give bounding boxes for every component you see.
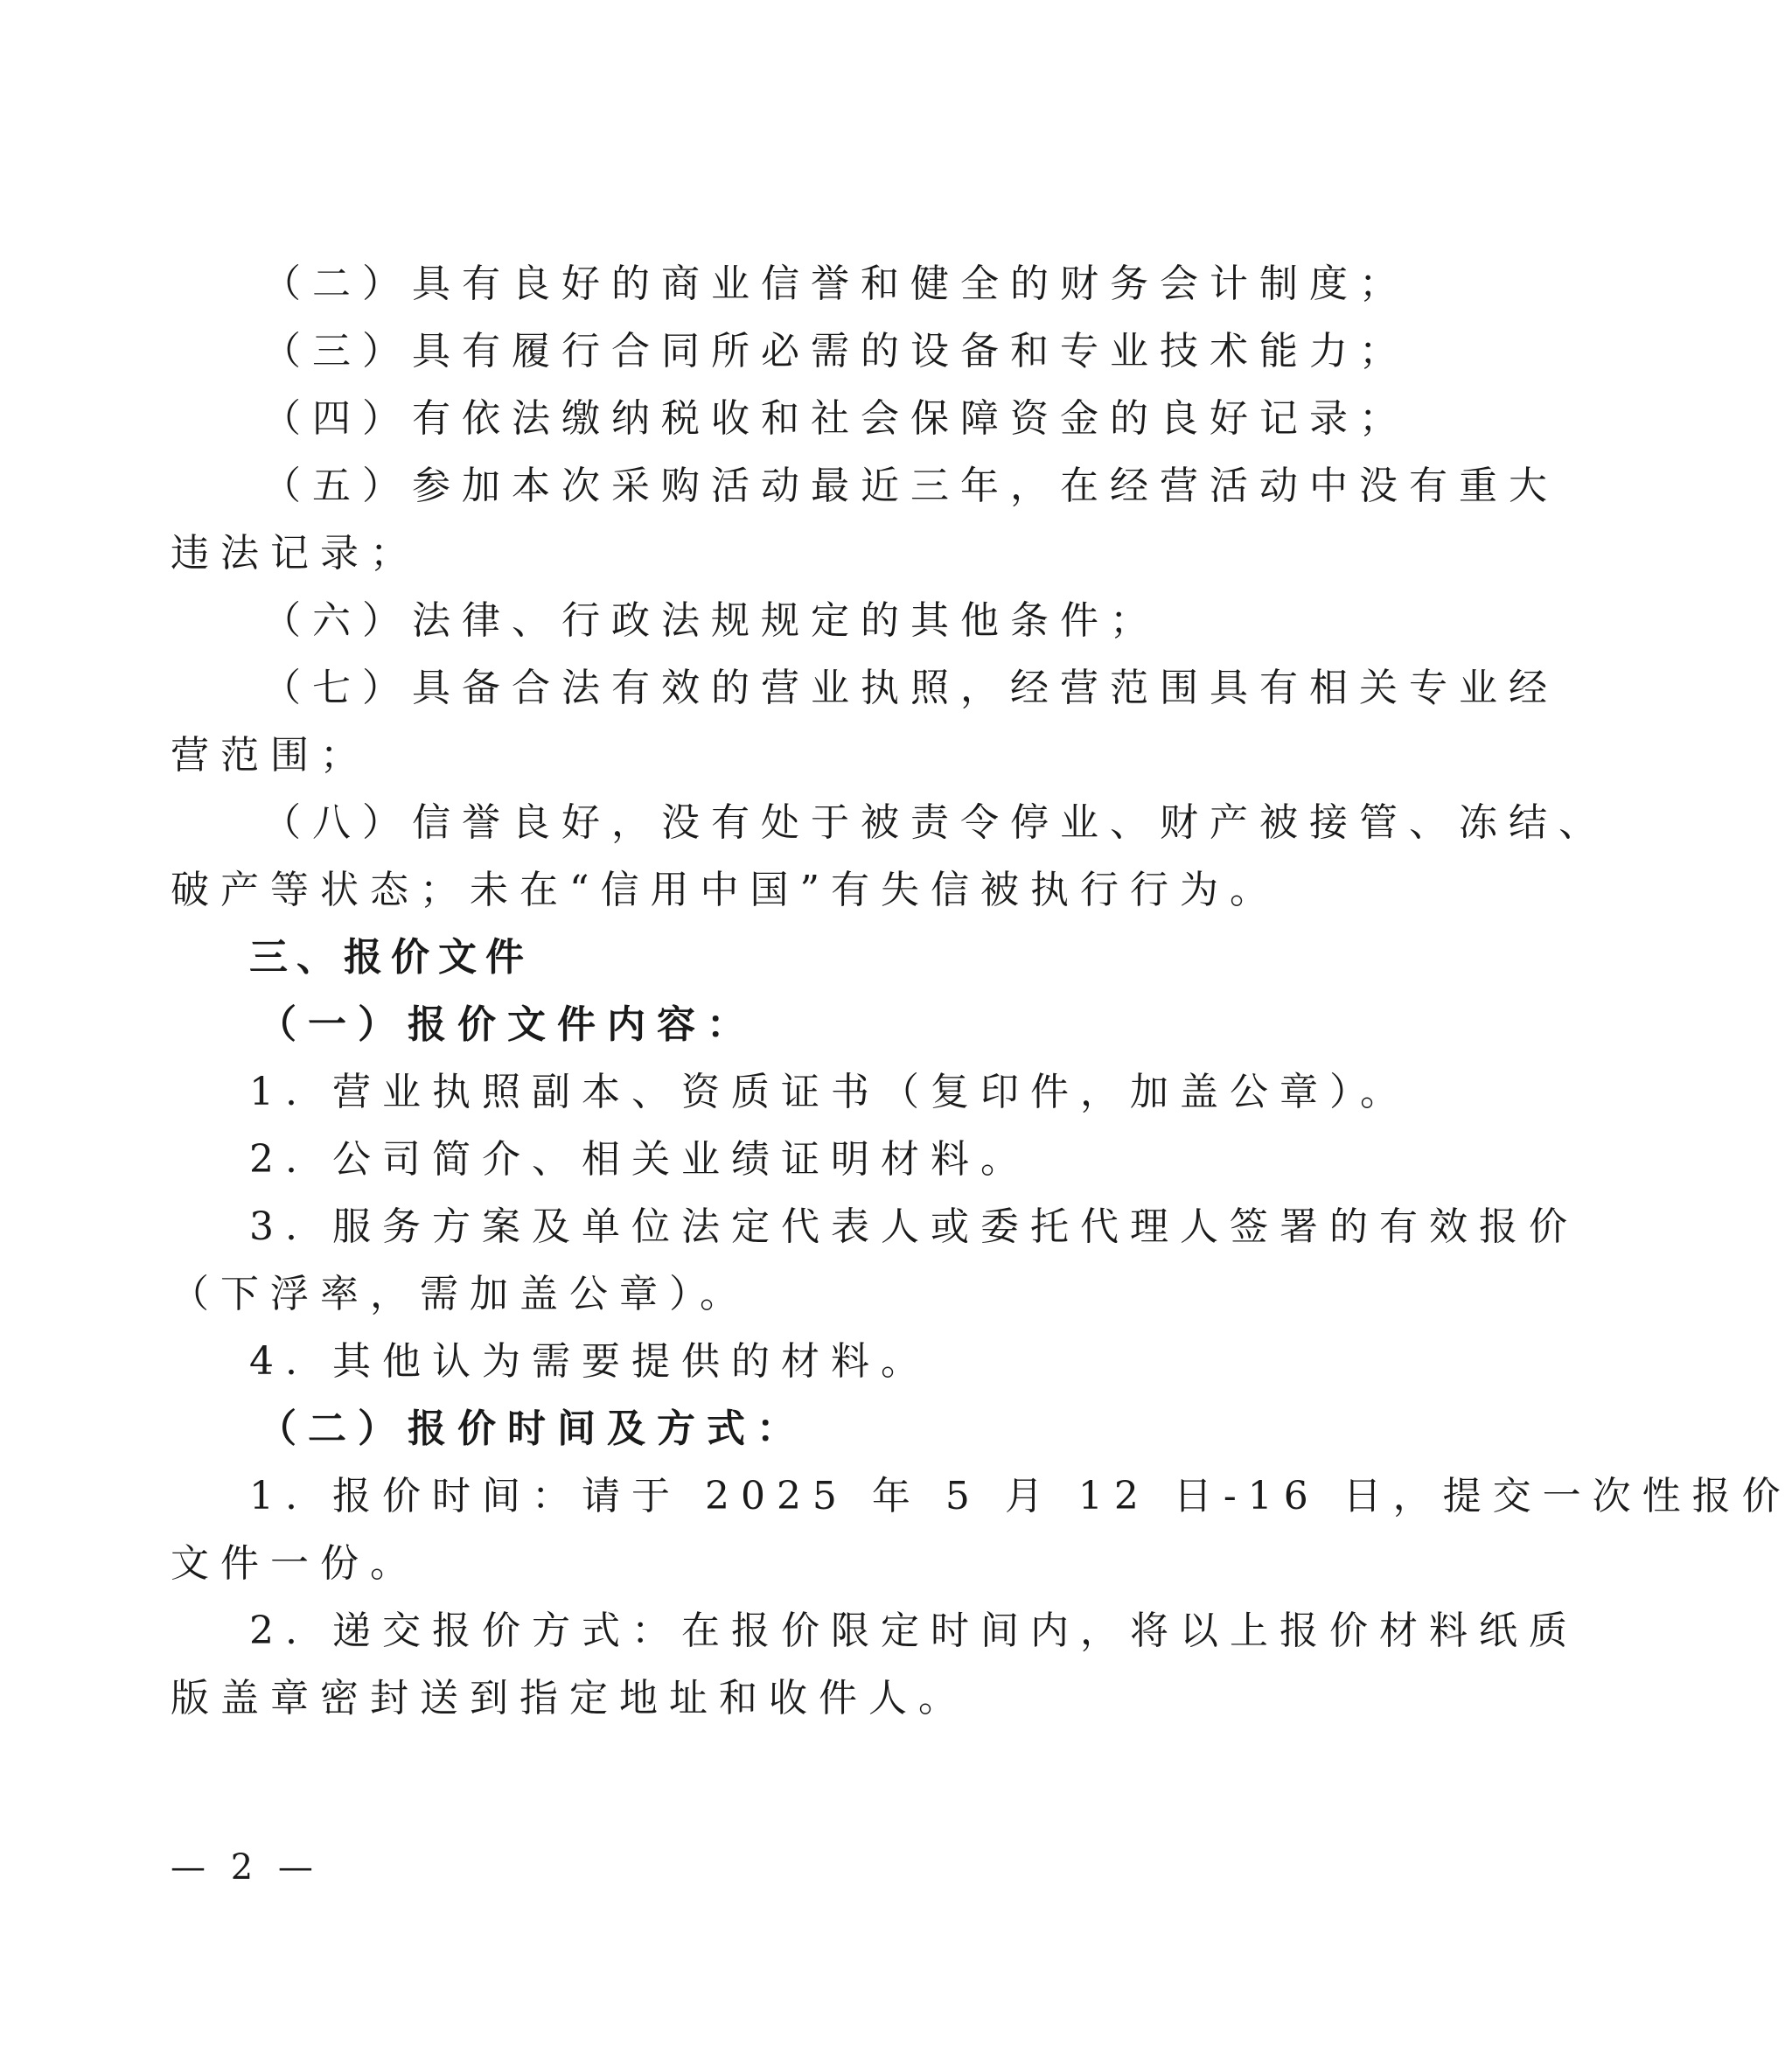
time-item-2: 2. 递交报价方式：在报价限定时间内，将以上报价材料纸质 — [249, 1609, 1579, 1653]
requirement-8-cont: 破产等状态；未在“信用中国”有失信被执行行为。 — [171, 868, 1280, 912]
requirement-5: （五）参加本次采购活动最近三年，在经营活动中没有重大 — [262, 464, 1558, 508]
requirement-6: （六）法律、行政法规规定的其他条件； — [262, 598, 1160, 643]
requirement-4: （四）有依法缴纳税收和社会保障资金的良好记录； — [262, 396, 1409, 441]
requirement-7-cont: 营范围； — [171, 733, 370, 778]
section-heading-quotation-documents: 三、报价文件 — [249, 935, 533, 980]
requirement-5-cont: 违法记录； — [171, 531, 420, 576]
content-item-1: 1. 营业执照副本、资质证书（复印件，加盖公章）。 — [249, 1070, 1410, 1114]
page-number: — 2 — — [171, 1847, 320, 1888]
time-item-1: 1. 报价时间：请于 2025 年 5 月 12 日-16 日，提交一次性报价 — [249, 1474, 1792, 1518]
content-item-3: 3. 服务方案及单位法定代表人或委托代理人签署的有效报价 — [249, 1204, 1579, 1249]
time-item-1-cont: 文件一份。 — [171, 1541, 420, 1586]
requirement-2: （二）具有良好的商业信誉和健全的财务会计制度； — [262, 262, 1409, 306]
requirement-8: （八）信誉良好，没有处于被责令停业、财产被接管、冻结、 — [262, 800, 1608, 845]
requirement-3: （三）具有履行合同所必需的设备和专业技术能力； — [262, 329, 1409, 373]
subsection-time-and-method: （二）报价时间及方式： — [258, 1406, 806, 1451]
subsection-quotation-contents: （一）报价文件内容： — [258, 1002, 757, 1047]
content-item-2: 2. 公司简介、相关业绩证明材料。 — [249, 1137, 1030, 1182]
time-item-2-cont: 版盖章密封送到指定地址和收件人。 — [171, 1676, 968, 1720]
content-item-3-cont: （下浮率，需加盖公章）。 — [171, 1272, 750, 1316]
requirement-7: （七）具备合法有效的营业执照，经营范围具有相关专业经 — [262, 666, 1558, 710]
content-item-4: 4. 其他认为需要提供的材料。 — [249, 1339, 931, 1384]
